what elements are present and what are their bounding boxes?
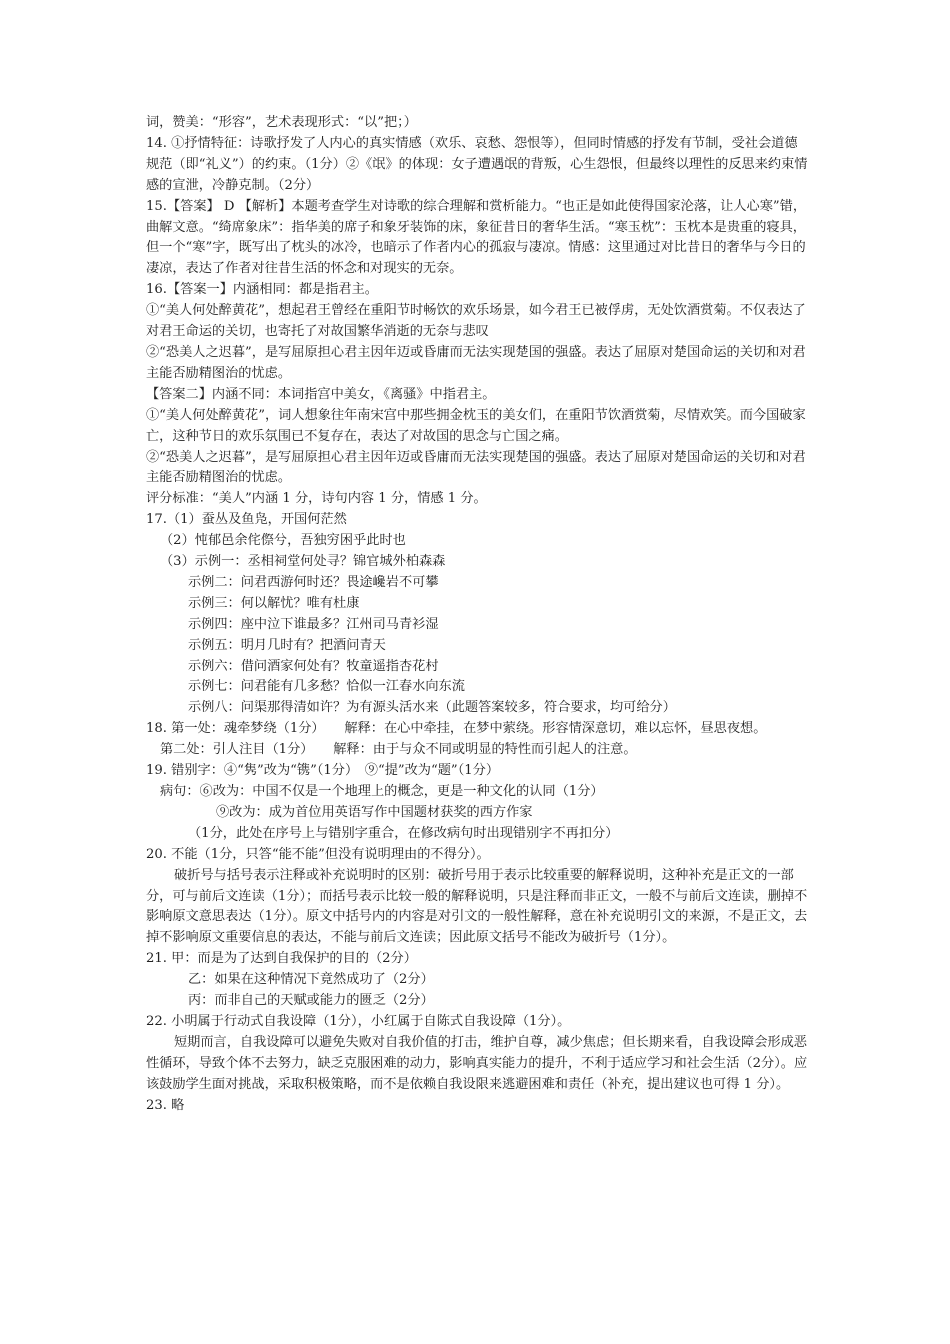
answer-16-option-2: 【答案二】内涵不同：本词指宫中美女，《离骚》中指君主。 [146, 386, 496, 402]
text-line: 病句：⑥改为：中国不仅是一个地理上的概念，更是一种文化的认同（1分） [160, 784, 604, 799]
example-line: 示例四：座中泣下谁最多？江州司马青衫湿 [188, 616, 439, 632]
answer-19: 19. 错别字：④“隽”改为“镌”（1分） ⑨“提”改为“题”（1分） [146, 763, 500, 779]
answer-23: 23. 略 [146, 1097, 185, 1113]
answer-17: 17.（1）蚕丛及鱼凫，开国何茫然 [146, 512, 347, 528]
example-line: 示例八：问渠那得清如许？为有源头活水来（此题答案较多，符合要求，均可给分） [188, 700, 676, 716]
text-line: 词，赞美：“形容”，艺术表现形式：“以”把；） [146, 115, 417, 130]
text-line: ②“恐美人之迟暮”，是写屈原担心君主因年迈或昏庸而无法实现楚国的强盛。表达了屈原对楚国命运的关切和对君主能否励精图治的忧虑。 [146, 449, 806, 486]
text-line: （2）忳郁邑余侘傺兮，吾独穷困乎此时也 [160, 533, 406, 549]
example-line: 示例三：何以解忧？唯有杜康 [188, 595, 360, 611]
text-line: ①“美人何处醉黄花”，想起君王曾经在重阳节时畅饮的欢乐场景，如今君王已被俘虏，无处饮酒赏菊。不仅表达了对君王命运的关切，也寄托了对故国繁华消逝的无奈与悲叹 [146, 303, 806, 340]
text-paragraph: 破折号与括号表示注释或补充说明时的区别：破折号用于表示比较重要的解释说明，这种补充是正文的一部分，可与前后文连读（1分）；而括号表示比较一般的解释说明，只是注释而非正文，一般不与前后文连读，删掉不影响原文意思表达（1分）。原文中括号内的内容是对引文的一般性解释，意在补充说明引文的来源，不是正文，去掉不影响原文重要信息的表达，不能与前后文连读；因此原文括号不能改为破折号（1分）。 [146, 867, 808, 946]
text-line: ⑨改为：成为首位用英语写作中国题材获奖的西方作家 [216, 804, 533, 820]
answer-key-document [146, 113, 810, 1117]
answer-15: 15.【答案】 D 【解析】本题考查学生对诗歌的综合理解和赏析能力。“也正是如此使得国家沦落，让人心寒”错，曲解文意。“绮席象床”：指华美的席子和象牙装饰的床，象征昔日的奢华生活。“寒玉枕”：玉枕本是贵重的寝具，但一个“寒”字，既写出了枕头的冰冷，也暗示了作者内心的孤寂与凄凉。情感：这里通过对比昔日的奢华与今日的凄凉，表达了作者对往昔生活的怀念和对现实的无奈。 [146, 198, 807, 277]
answer-22: 22. 小明属于行动式自我设障（1分），小红属于自陈式自我设障（1分）。 [146, 1013, 571, 1029]
example-line: 示例六：借问酒家何处有？牧童遥指杏花村 [188, 658, 439, 674]
answer-21: 21. 甲：而是为了达到自我保护的目的（2分） [146, 951, 417, 967]
text-line: （3）示例一：丞相祠堂何处寻？锦官城外柏森森 [160, 554, 446, 570]
example-line: 示例二：问君西游何时还？畏途巉岩不可攀 [188, 574, 439, 590]
text-line: 第二处：引人注目（1分） 解释：由于与众不同或明显的特性而引起人的注意。 [160, 742, 637, 758]
example-line: 示例五：明月几时有？把酒问青天 [188, 637, 386, 653]
scoring-criteria: 评分标准：“美人”内涵 1 分，诗句内容 1 分，情感 1 分。 [146, 491, 487, 507]
text-paragraph: 短期而言，自我设障可以避免失败对自我价值的打击，维护自尊，减少焦虑；但长期来看，自我设障会形成恶性循环，导致个体不去努力，缺乏克服困难的动力，影响真实能力的提升，不利于适应学习和社会生活（2分）。应该鼓励学生面对挑战，采取积极策略，而不是依赖自我设限来逃避困难和责任（补充，提出建议也可得 1 分）。 [146, 1034, 808, 1092]
example-line: 示例七：问君能有几多愁？恰似一江春水向东流 [188, 679, 465, 695]
text-line: （1分，此处在序号上与错别字重合，在修改病句时出现错别字不再扣分） [188, 825, 619, 841]
answer-18: 18. 第一处：魂牵梦绕（1分） 解释：在心中牵挂，在梦中萦绕。形容情深意切，难以忘怀，昼思夜想。 [146, 721, 767, 737]
text-line: 乙：如果在这种情况下竟然成功了（2分） [188, 972, 434, 988]
answer-16-option-1: 16.【答案一】内涵相同：都是指君主。 [146, 282, 378, 298]
text-line: ①“美人何处醉黄花”，词人想象往年南宋宫中那些拥金枕玉的美女们，在重阳节饮酒赏菊，尽情欢笑。而今国破家亡，这种节日的欢乐氛围已不复存在，表达了对故国的思念与亡国之痛。 [146, 407, 806, 444]
answer-20: 20. 不能（1分，只答“能不能”但没有说明理由的不得分）。 [146, 846, 490, 862]
text-line: 丙：而非自己的天赋或能力的匮乏（2分） [188, 993, 434, 1009]
text-line: ②“恐美人之迟暮”，是写屈原担心君主因年迈或昏庸而无法实现楚国的强盛。表达了屈原对楚国命运的关切和对君主能否励精图治的忧虑。 [146, 344, 806, 381]
answer-14: 14. ①抒情特征：诗歌抒发了人内心的真实情感（欢乐、哀愁、怨恨等），但同时情感的抒发有节制，受社会道德规范（即“礼义”）的约束。（1分）②《氓》的体现：女子遭遇氓的背叛，心生怨恨，但最终以理性的反思来约束情感的宣泄，冷静克制。（2分） [146, 135, 808, 193]
